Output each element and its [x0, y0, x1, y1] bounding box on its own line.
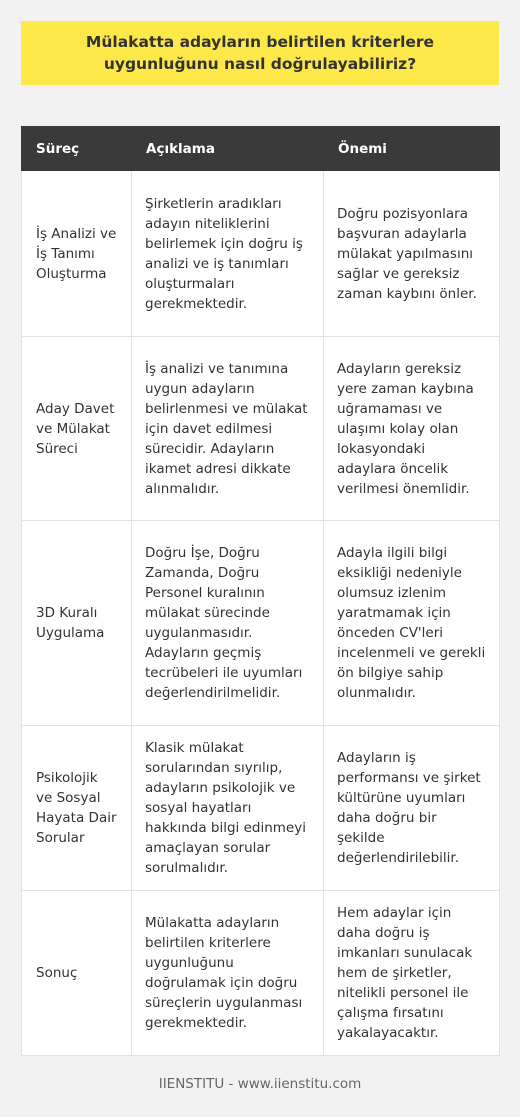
cell-process: Sonuç [22, 891, 132, 1056]
table-row [22, 726, 500, 891]
criteria-table [21, 126, 500, 1056]
header-importance: Önemi [324, 127, 500, 171]
cell-process: İş Analizi ve İş Tanımı Oluşturma [22, 171, 132, 337]
table-row [22, 521, 500, 726]
table-row [22, 891, 500, 1056]
cell-importance: Adayların iş performansı ve şirket kültürüne uyumları daha doğru bir şekilde değerlendirilebilir. [324, 726, 500, 891]
cell-description: Doğru İşe, Doğru Zamanda, Doğru Personel kuralının mülakat sürecinde uygulanmasıdır. Adayların geçmiş tecrübeleri ile uyumları değerlendirilmelidir. [132, 521, 324, 726]
cell-importance: Doğru pozisyonlara başvuran adaylarla mülakat yapılmasını sağlar ve gereksiz zaman kaybını önler. [324, 171, 500, 337]
cell-description: Klasik mülakat sorularından sıyrılıp, adayların psikolojik ve sosyal hayatları hakkında bilgi edinmeyi amaçlayan sorular sorulmalıdır. [132, 726, 324, 891]
cell-description: Mülakatta adayların belirtilen kriterlere uygunluğunu doğrulamak için doğru süreçlerin uygulanması gerekmektedir. [132, 891, 324, 1056]
page-title: Mülakatta adayların belirtilen kriterlere uygunluğunu nasıl doğrulayabiliriz? [85, 33, 435, 73]
footer-credit: IIENSTITU - www.iienstitu.com [158, 1076, 362, 1092]
cell-description: Şirketlerin aradıkları adayın niteliklerini belirlemek için doğru iş analizi ve iş tanımları oluşturmaları gerekmektedir. [132, 171, 324, 337]
header-description: Açıklama [132, 127, 324, 171]
cell-importance: Hem adaylar için daha doğru iş imkanları sunulacak hem de şirketler, nitelikli personel ile çalışma fırsatını yakalayacaktır. [324, 891, 500, 1056]
table-row [22, 171, 500, 337]
cell-importance: Adayla ilgili bilgi eksikliği nedeniyle olumsuz izlenim yaratmamak için önceden CV'leri incelenmeli ve gerekli ön bilgiye sahip olunmalıdır. [324, 521, 500, 726]
table-header-row [22, 127, 500, 171]
header-process: Süreç [22, 127, 132, 171]
cell-importance: Adayların gereksiz yere zaman kaybına uğramaması ve ulaşımı kolay olan lokasyondaki adaylara öncelik verilmesi önemlidir. [324, 337, 500, 521]
cell-process: Psikolojik ve Sosyal Hayata Dair Sorular [22, 726, 132, 891]
title-banner [21, 21, 499, 85]
table-row [22, 337, 500, 521]
cell-process: 3D Kuralı Uygulama [22, 521, 132, 726]
cell-process: Aday Davet ve Mülakat Süreci [22, 337, 132, 521]
cell-description: İş analizi ve tanımına uygun adayların belirlenmesi ve mülakat için davet edilmesi sürecidir. Adayların ikamet adresi dikkate alınmalıdır. [132, 337, 324, 521]
